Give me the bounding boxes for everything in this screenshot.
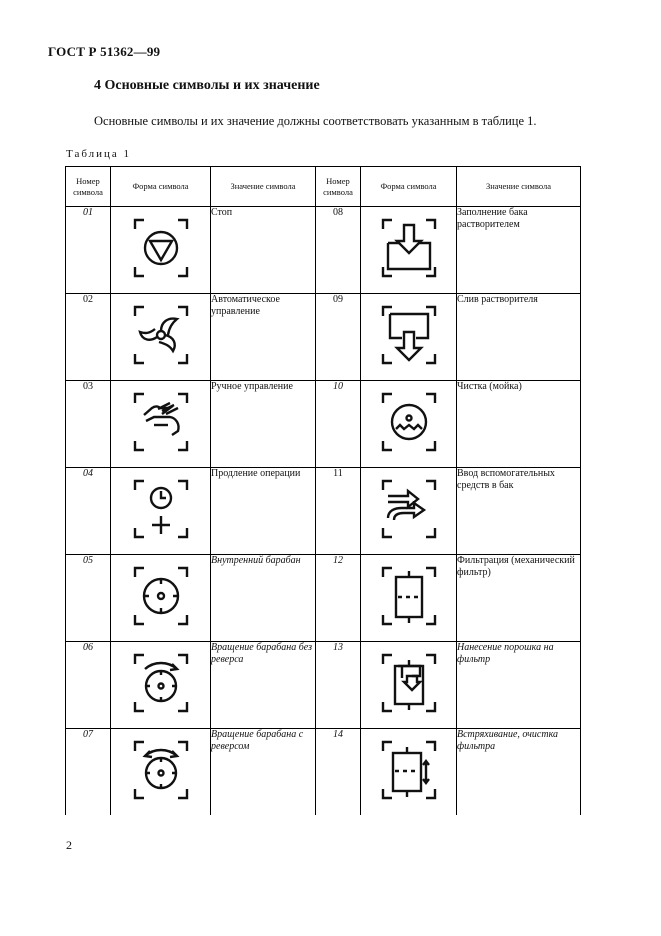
symbol-number: 04 xyxy=(66,468,111,555)
cleaning-icon xyxy=(380,391,438,453)
symbol-form xyxy=(361,207,457,294)
tank-fill-icon xyxy=(380,217,438,279)
operation-extension-icon xyxy=(132,478,190,540)
section-title: 4 Основные символы и их значение xyxy=(94,78,320,93)
symbol-meaning: Вращение барабана без реверса xyxy=(211,642,316,729)
header-meaning: Значение символа xyxy=(211,167,316,207)
table-header-row xyxy=(66,167,581,207)
symbol-number: 09 xyxy=(316,294,361,381)
manual-control-icon xyxy=(132,391,190,453)
auxiliary-input-icon xyxy=(380,478,438,540)
symbol-number: 01 xyxy=(66,207,111,294)
symbol-form xyxy=(111,555,211,642)
inner-drum-icon xyxy=(132,565,190,627)
symbol-meaning: Заполнение бака растворителем xyxy=(457,207,581,294)
symbol-number: 05 xyxy=(66,555,111,642)
symbol-form xyxy=(111,468,211,555)
symbol-form xyxy=(111,729,211,816)
symbol-form xyxy=(111,642,211,729)
symbol-form xyxy=(111,381,211,468)
automatic-control-icon xyxy=(132,304,190,366)
table-row xyxy=(66,381,581,468)
table-row xyxy=(66,555,581,642)
drum-reverse-icon xyxy=(132,739,190,801)
header-meaning: Значение символа xyxy=(457,167,581,207)
symbol-form xyxy=(111,294,211,381)
filtration-icon xyxy=(380,565,438,627)
symbol-number: 08 xyxy=(316,207,361,294)
symbol-meaning: Внутренний барабан xyxy=(211,555,316,642)
table-caption: Таблица 1 xyxy=(66,148,132,160)
symbol-meaning: Фильтрация (механический фильтр) xyxy=(457,555,581,642)
symbol-meaning: Встряхивание, очистка фильтра xyxy=(457,729,581,816)
drum-rotation-icon xyxy=(132,652,190,714)
symbols-table xyxy=(65,166,581,815)
header-number: Номер символа xyxy=(66,167,111,207)
page-number: 2 xyxy=(66,838,72,852)
symbol-form xyxy=(361,642,457,729)
table-row xyxy=(66,642,581,729)
document-header: ГОСТ Р 51362—99 xyxy=(48,44,161,59)
symbol-form xyxy=(361,381,457,468)
symbol-form xyxy=(361,729,457,816)
table-row xyxy=(66,294,581,381)
symbol-meaning: Слив растворителя xyxy=(457,294,581,381)
symbol-form xyxy=(361,468,457,555)
symbol-number: 11 xyxy=(316,468,361,555)
symbol-number: 02 xyxy=(66,294,111,381)
symbol-number: 07 xyxy=(66,729,111,816)
header-form: Форма символа xyxy=(111,167,211,207)
header-number: Номер символа xyxy=(316,167,361,207)
symbol-number: 13 xyxy=(316,642,361,729)
symbol-number: 14 xyxy=(316,729,361,816)
symbol-meaning: Чистка (мойка) xyxy=(457,381,581,468)
symbol-number: 10 xyxy=(316,381,361,468)
symbol-meaning: Ввод вспомогательных средств в бак xyxy=(457,468,581,555)
symbol-meaning: Ручное управление xyxy=(211,381,316,468)
symbol-number: 06 xyxy=(66,642,111,729)
symbol-number: 03 xyxy=(66,381,111,468)
table-row xyxy=(66,207,581,294)
symbol-number: 12 xyxy=(316,555,361,642)
intro-paragraph: Основные символы и их значение должны соответствовать указанным в таблице 1. xyxy=(94,114,537,128)
symbol-form xyxy=(111,207,211,294)
symbol-form xyxy=(361,555,457,642)
powder-filter-icon xyxy=(380,652,438,714)
symbol-meaning: Продление операции xyxy=(211,468,316,555)
table-row xyxy=(66,468,581,555)
symbol-meaning: Стоп xyxy=(211,207,316,294)
symbol-form xyxy=(361,294,457,381)
filter-shake-icon xyxy=(380,739,438,801)
solvent-drain-icon xyxy=(380,304,438,366)
header-form: Форма символа xyxy=(361,167,457,207)
stop-icon xyxy=(132,217,190,279)
symbol-meaning: Нанесение порошка на фильтр xyxy=(457,642,581,729)
symbol-meaning: Автоматическое управление xyxy=(211,294,316,381)
table-row xyxy=(66,729,581,816)
symbol-meaning: Вращение барабана с реверсом xyxy=(211,729,316,816)
